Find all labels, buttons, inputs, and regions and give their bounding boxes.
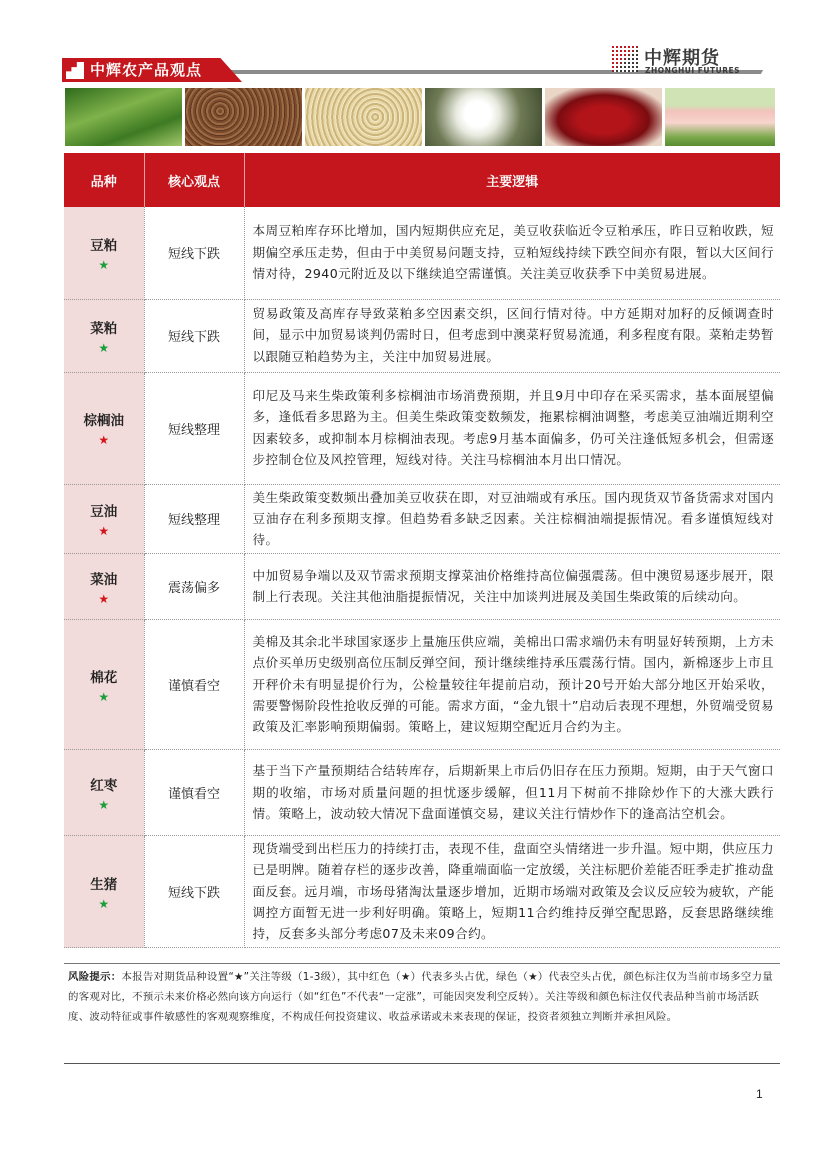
table-row [64, 207, 780, 299]
logic-cell: 本周豆粕库存环比增加，国内短期供应充足，美豆收获临近令豆粕承压，昨日豆粕收跌，短期偏空承压走势，但由于中美贸易问题支持，豆粕短线持续下跌空间亦有限，暂以大区间行情对待，2940元附近及以下继续追空需谨慎。关注美豆收获季下中美贸易进展。 [244, 207, 780, 299]
table-row [64, 299, 780, 372]
logic-cell: 基于当下产量预期结合结转库存，后期新果上市后仍旧存在压力预期。短期，由于天气窗口期的收缩，市场对质量问题的担忧逐步缓解，但11月下树前不排除炒作下的大涨大跌行情。策略上，波动较大情况下盘面谨慎交易，建议关注行情炒作下的逢高沽空机会。 [244, 750, 780, 836]
risk-divider-top [64, 963, 780, 964]
soybean-plant-photo [65, 88, 182, 146]
risk-divider-bottom [64, 1063, 780, 1064]
star-icon: ★ [98, 797, 110, 812]
variety-cell [64, 554, 144, 620]
variety-name: 生猪 [90, 876, 118, 893]
variety-cell [64, 372, 144, 484]
logic-cell: 美生柴政策变数频出叠加美豆收获在即，对豆油端或有承压。国内现货双节备货需求对国内豆油存在利多预期支撑。但趋势看多缺乏因素。关注棕榈油端提振情况。看多谨慎短线对待。 [244, 484, 780, 554]
core-view-cell: 震荡偏多 [144, 554, 244, 620]
table-row [64, 372, 780, 484]
report-title: 中辉农产品观点 [90, 61, 203, 79]
risk-text: 本报告对期货品种设置“★”关注等级（1-3级），其中红色（★）代表多头占优，绿色（★）代表空头占优，颜色标注仅为当前市场多空力量的客观对比，不预示未来价格必然向该方向运行（如“红色”不代表“一定涨”，可能因突发利空反转）。关注等级和颜色标注仅代表品种当前市场活跃度、波动特征或事件敏感性的客观观察维度，不构成任何投资建议、收益承诺或未来表现的保证，投资者须独立判断并承担风险。 [68, 971, 774, 1023]
variety-name: 红枣 [90, 777, 118, 794]
star-icon: ★ [98, 257, 110, 272]
table-row [64, 836, 780, 948]
star-icon: ★ [98, 340, 110, 355]
table-row [64, 750, 780, 836]
logic-cell: 印尼及马来生柴政策利多棕榈油市场消费预期，并且9月中印存在采买需求，基本面展望偏多，逢低看多思路为主。但美生柴政策变数频发，拖累棕榈油调整，考虑美豆油端近期利空因素较多，或抑制本月棕榈油表现。考虑9月基本面偏多，仍可关注逢低短多机会，但需逐步控制仓位及风控管理，短线对待。关注马棕榈油本月出口情况。 [244, 372, 780, 484]
logic-cell: 中加贸易争端以及双节需求预期支撑菜油价格维持高位偏强震荡。但中澳贸易逐步展开，限制上行表现。关注其他油脂提振情况，关注中加谈判进展及美国生柴政策的后续动向。 [244, 554, 780, 620]
views-table [64, 153, 780, 948]
variety-name: 菜油 [90, 571, 118, 588]
core-view-cell: 短线整理 [144, 484, 244, 554]
product-photo-strip [65, 88, 775, 146]
logic-cell: 贸易政策及高库存导致菜粕多空因素交织，区间行情对待。中方延期对加籽的反倾调查时间，显示中加贸易谈判仍需时日，但考虑到中澳菜籽贸易流通，利多程度有限。菜粕走势暂以跟随豆粕趋势为主，关注中加贸易进展。 [244, 299, 780, 372]
logic-cell: 现货端受到出栏压力的持续打击，表现不佳，盘面空头情绪进一步升温。短中期，供应压力已是明牌。随着存栏的逐步改善，降重端面临一定放缓，关注标肥价差能否旺季走扩推动盘面反套。远月端，市场母猪淘汰量逐步增加，近期市场端对政策及会议反应较为疲软，产能调控方面暂无进一步利好明确。策略上，短期11合约维持反弹空配思路，反套思路继续维持，反套多头部分考虑07及未来09合约。 [244, 836, 780, 948]
rapeseed-photo [185, 88, 302, 146]
header-view: 核心观点 [144, 153, 244, 207]
core-view-cell: 谨慎看空 [144, 750, 244, 836]
variety-name: 豆粕 [90, 237, 118, 254]
variety-name: 豆油 [90, 503, 118, 520]
red-date-photo [545, 88, 662, 146]
table-row [64, 554, 780, 620]
variety-name: 菜粕 [90, 320, 118, 337]
core-view-cell: 短线整理 [144, 372, 244, 484]
core-view-cell: 短线下跌 [144, 836, 244, 948]
header-logic: 主要逻辑 [244, 153, 780, 207]
logo-english: ZHONGHUI FUTURES [645, 66, 741, 75]
variety-cell [64, 836, 144, 948]
variety-cell [64, 299, 144, 372]
variety-name: 棉花 [90, 669, 118, 686]
variety-cell [64, 620, 144, 750]
star-icon: ★ [98, 896, 110, 911]
core-view-cell: 谨慎看空 [144, 620, 244, 750]
variety-name: 棕榈油 [83, 413, 124, 429]
star-icon: ★ [98, 433, 110, 447]
star-icon: ★ [98, 591, 110, 606]
star-icon: ★ [98, 523, 110, 538]
table-row [64, 484, 780, 554]
variety-cell [64, 750, 144, 836]
table-header-row [64, 153, 780, 207]
variety-cell [64, 207, 144, 299]
core-view-cell: 短线下跌 [144, 207, 244, 299]
risk-label: 风险提示： [68, 971, 122, 983]
risk-notice [64, 967, 780, 1027]
core-view-cell: 短线下跌 [144, 299, 244, 372]
header-variety: 品种 [64, 153, 144, 207]
page-number: 1 [756, 1087, 763, 1101]
table-row [64, 620, 780, 750]
pig-photo [665, 88, 775, 146]
soymeal-photo [305, 88, 422, 146]
logo-chinese: 中辉期货 [644, 48, 720, 69]
logic-cell: 美棉及其余北半球国家逐步上量施压供应端，美棉出口需求端仍未有明显好转预期，上方未点价买单历史级别高位压制反弹空间，预计继续维持承压震荡行情。国内，新棉逐步上市且开秤价未有明显提价行为，公检量较往年提前启动，预计20号开始大部分地区开始采收，需要警惕阶段性抢收反弹的可能。需求方面，“金九银十”启动后表现不理想，外贸端受贸易政策及汇率影响预期偏弱。策略上，建议短期空配近月合约为主。 [244, 620, 780, 750]
logo-mark-icon [612, 46, 638, 72]
star-icon: ★ [98, 689, 110, 704]
cotton-photo [425, 88, 542, 146]
variety-cell [64, 484, 144, 554]
company-logo [612, 44, 772, 76]
